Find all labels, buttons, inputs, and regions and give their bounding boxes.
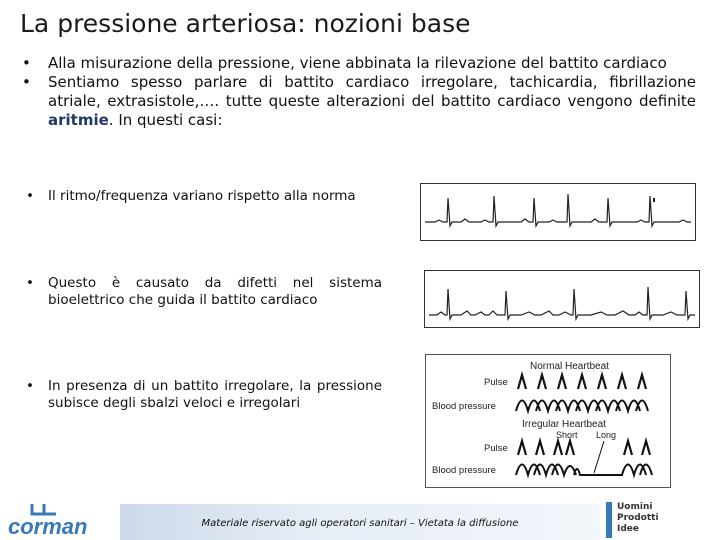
- bullet-text: Alla misurazione della pressione, viene abbinata la rilevazione del battito cardiaco: [48, 54, 667, 72]
- bullet-item-2: [20, 73, 696, 130]
- bullet-dot: •: [26, 378, 34, 394]
- normal-pulse-spikes: [518, 375, 646, 389]
- bullet-dot: •: [26, 188, 34, 204]
- footer-disclaimer: Materiale riservato agli operatori sanitari – Vietata la diffusione: [201, 518, 519, 529]
- bp-label-irregular: Blood pressure: [432, 465, 496, 476]
- bullet-text-end: . In questi casi:: [108, 111, 223, 129]
- bullet-item-1: [20, 54, 696, 73]
- heartbeat-diagram: [425, 354, 671, 488]
- pulse-label-irregular: Pulse: [484, 443, 508, 454]
- bp-label-normal: Blood pressure: [432, 401, 496, 412]
- bullet-dot: •: [22, 54, 31, 72]
- long-pointer: [594, 441, 604, 473]
- short-label: Short: [556, 430, 578, 440]
- side-bullet-text: Il ritmo/frequenza variano rispetto alla norma: [48, 188, 356, 204]
- ecg-strip-arrhythmia-2: [424, 270, 700, 328]
- long-label: Long: [596, 430, 617, 440]
- side-bullet-text: Questo è causato da difetti nel sistema bioelettrico che guida il battito cardiaco: [48, 275, 382, 308]
- pulse-label-normal: Pulse: [484, 377, 508, 388]
- bullet-dot: •: [22, 73, 31, 91]
- irregular-pulse-spikes: [518, 441, 650, 455]
- svg-text:corman: corman: [8, 514, 88, 539]
- irregular-heartbeat-title: Irregular Heartbeat: [522, 419, 606, 430]
- bullet-dot: •: [26, 275, 34, 291]
- normal-heartbeat-title: Normal Heartbeat: [530, 361, 609, 372]
- corman-logo: [4, 500, 116, 540]
- bullet-text: Sentiamo spesso parlare di battito cardiaco irregolare, tachicardia, fibrillazione atriale, extrasistole,…. tutte queste alterazioni del battito cardiaco vengono definite: [48, 73, 696, 110]
- ecg-strip-arrhythmia-1: [420, 183, 696, 241]
- top-bullet-list: [20, 54, 696, 130]
- side-bullet-1: [20, 188, 382, 205]
- uomini-prodotti-idee-text: Uomini Prodotti Idee: [617, 502, 659, 534]
- side-bullet-text: In presenza di un battito irregolare, la pressione subisce degli sbalzi veloci e irregolari: [48, 378, 382, 411]
- page-title: La pressione arteriosa: nozioni base: [20, 9, 471, 38]
- side-bullet-2: [20, 275, 382, 309]
- irregular-bp-wave: [516, 465, 652, 476]
- side-bullet-3: [20, 378, 382, 412]
- normal-bp-wave: [516, 401, 648, 412]
- emphasis-aritmie: aritmie: [48, 111, 109, 129]
